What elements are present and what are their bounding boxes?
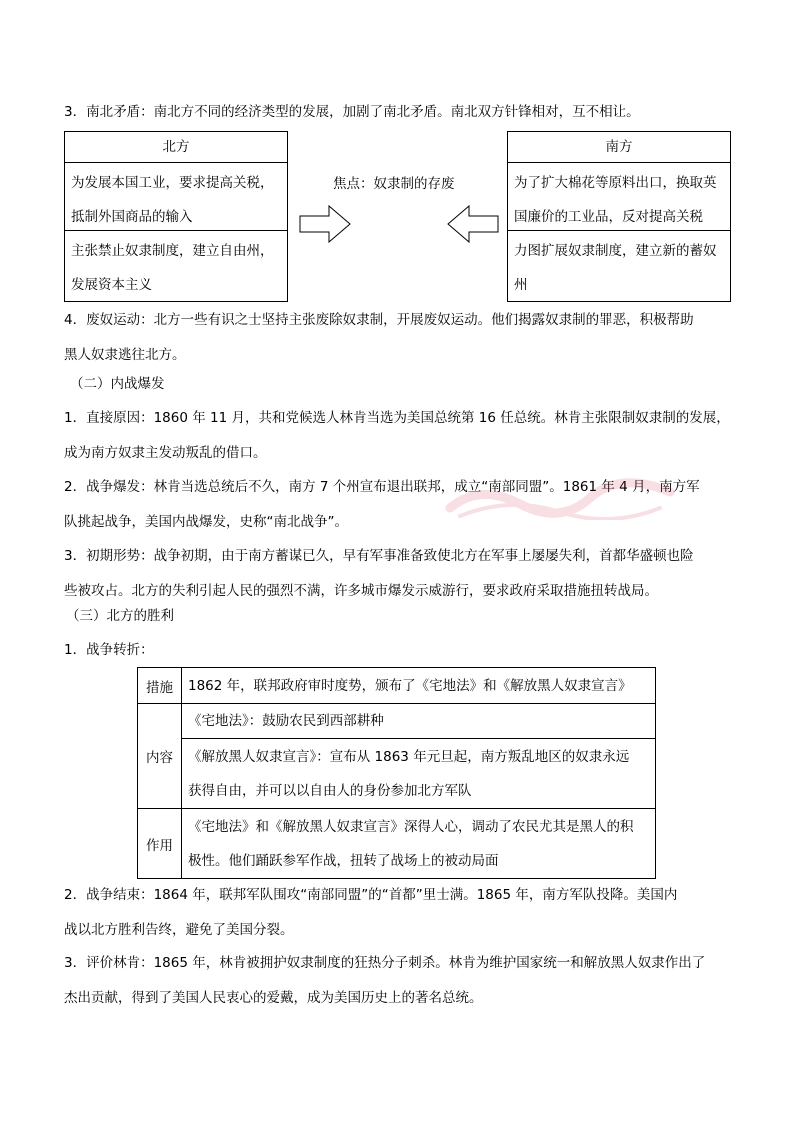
war-end-line-1: 2．战争结束：1864 年，联邦军队围攻“南部同盟”的“首都”里士满。1865 年，南方军队投降。美国内 bbox=[64, 887, 678, 903]
outbreak-2-line-1: 2．战争爆发：林肯当选总统后不久，南方 7 个州宣布退出联邦，成立“南部同盟”。1861 年 4 月，南方军 bbox=[64, 479, 700, 495]
section-4-abolition bbox=[64, 303, 734, 373]
north-box-title: 北方 bbox=[65, 132, 287, 163]
emancipation-line-2: 获得自由，并可以以自由人的身份参加北方军队 bbox=[188, 782, 472, 799]
south-slavery-line-2: 州 bbox=[514, 277, 528, 293]
abolition-line-2: 黑人奴隶逃往北方。 bbox=[64, 347, 186, 363]
watermark-graphic bbox=[440, 478, 680, 520]
measures-label: 措施 bbox=[138, 668, 182, 704]
south-economy-cell bbox=[508, 163, 730, 231]
lincoln-line-2: 杰出贡献，得到了美国人民衷心的爱戴，成为美国历史上的著名总统。 bbox=[64, 990, 483, 1006]
north-economy-line-2: 抵制外国商品的输入 bbox=[71, 209, 193, 225]
abolition-line-1: 4．废奴运动：北方一些有识之士坚持主张废除奴隶制，开展废奴运动。他们揭露奴隶制的罪恶，积极帮助 bbox=[64, 312, 694, 328]
outbreak-item-1 bbox=[64, 401, 734, 471]
table-row-content-1 bbox=[138, 704, 656, 739]
south-box bbox=[507, 131, 731, 302]
lincoln-evaluation bbox=[64, 946, 734, 1016]
north-slavery-line-2: 发展资本主义 bbox=[71, 277, 152, 293]
north-economy-line-1: 为发展本国工业，要求提高关税， bbox=[71, 175, 274, 191]
measures-text: 1862 年，联邦政府审时度势，颁布了《宅地法》和《解放黑人奴隶宣言》 bbox=[182, 668, 656, 704]
outbreak-3-line-1: 3．初期形势：战争初期，由于南方蓄谋已久，早有军事准备致使北方在军事上屡屡失利，首都华盛顿也险 bbox=[64, 548, 694, 564]
south-slavery-line-1: 力图扩展奴隶制度，建立新的蓄奴 bbox=[514, 243, 717, 259]
war-end-line-2: 战以北方胜利告终，避免了美国分裂。 bbox=[64, 922, 294, 938]
north-box bbox=[64, 131, 288, 302]
section-3-conflict: 3．南北矛盾：南北方不同的经济类型的发展，加剧了南北矛盾。南北双方针锋相对，互不相让。 bbox=[64, 104, 640, 120]
turning-point-label: 1．战争转折： bbox=[64, 642, 154, 658]
outbreak-2-line-2: 队挑起战争，美国内战爆发，史称“南北战争”。 bbox=[64, 514, 348, 530]
measures-table bbox=[137, 667, 656, 879]
lincoln-line-1: 3．评价林肯：1865 年，林肯被拥护奴隶制度的狂热分子刺杀。林肯为维护国家统一和解放黑人奴隶作出了 bbox=[64, 955, 706, 971]
north-slavery-cell bbox=[65, 231, 287, 302]
effect-line-1: 《宅地法》和《解放黑人奴隶宣言》深得人心，调动了农民尤其是黑人的积 bbox=[188, 818, 634, 835]
north-slavery-line-1: 主张禁止奴隶制度，建立自由州， bbox=[71, 243, 274, 259]
effect-text bbox=[182, 809, 656, 879]
content-text-homestead: 《宅地法》：鼓励农民到西部耕种 bbox=[182, 704, 656, 739]
emancipation-line-1: 《解放黑人奴隶宣言》：宣布从 1863 年元旦起，南方叛乱地区的奴隶永远 bbox=[188, 748, 630, 765]
war-end bbox=[64, 878, 734, 948]
right-arrow-icon bbox=[299, 205, 351, 243]
content-label: 内容 bbox=[138, 704, 182, 809]
table-row-effect bbox=[138, 809, 656, 879]
focus-label: 焦点：奴隶制的存废 bbox=[333, 176, 455, 192]
outbreak-item-3 bbox=[64, 539, 734, 609]
outbreak-1-line-2: 成为南方奴隶主发动叛乱的借口。 bbox=[64, 445, 267, 461]
left-arrow-icon bbox=[447, 205, 499, 243]
south-box-title: 南方 bbox=[508, 132, 730, 163]
effect-label: 作用 bbox=[138, 809, 182, 879]
outbreak-3-line-2: 些被攻占。北方的失利引起人民的强烈不满，许多城市爆发示威游行，要求政府采取措施扭转战局。 bbox=[64, 583, 658, 599]
heading-victory: （三）北方的胜利 bbox=[66, 608, 174, 624]
south-economy-line-1: 为了扩大棉花等原料出口，换取英 bbox=[514, 175, 717, 191]
outbreak-1-line-1: 1．直接原因：1860 年 11 月，共和党候选人林肯当选为美国总统第 16 任总统。林肯主张限制奴隶制的发展， bbox=[64, 410, 730, 426]
north-economy-cell bbox=[65, 163, 287, 231]
south-slavery-cell bbox=[508, 231, 730, 302]
heading-outbreak: （二）内战爆发 bbox=[70, 376, 165, 392]
south-economy-line-2: 国廉价的工业品，反对提高关税 bbox=[514, 209, 703, 225]
content-text-emancipation bbox=[182, 739, 656, 809]
table-row-measures bbox=[138, 668, 656, 704]
table-row-content-2 bbox=[138, 739, 656, 809]
effect-line-2: 极性。他们踊跃参军作战，扭转了战场上的被动局面 bbox=[188, 852, 499, 869]
